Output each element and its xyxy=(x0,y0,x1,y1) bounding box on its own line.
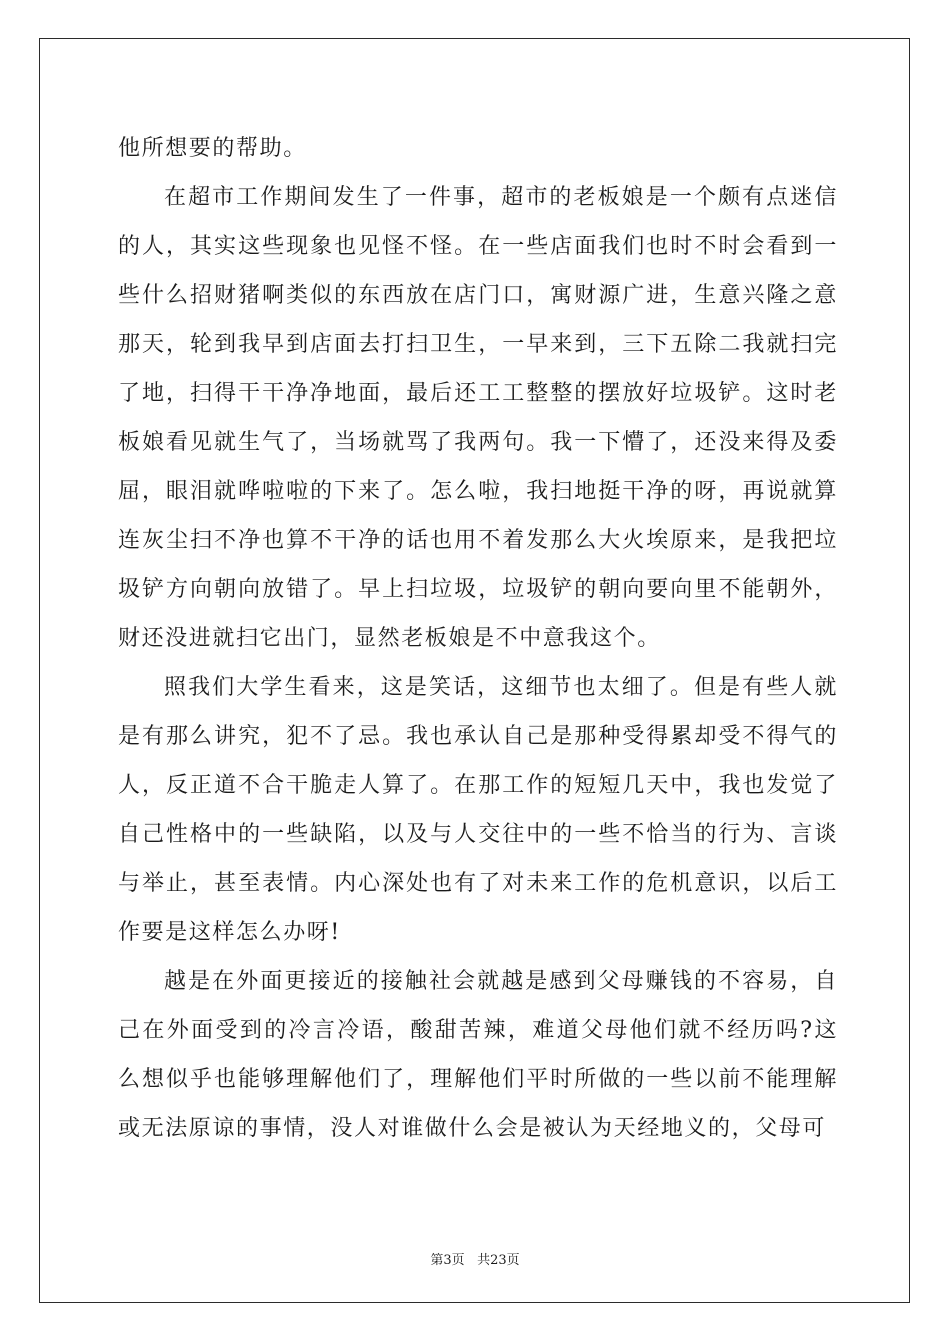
paragraph-line: 自己性格中的一些缺陷，以及与人交往中的一些不恰当的行为、言谈 xyxy=(118,822,838,847)
paragraph-4 xyxy=(118,957,838,1153)
document-body xyxy=(118,124,838,1153)
paragraph-line: 些什么招财猪啊类似的东西放在店门口，寓财源广进，生意兴隆之意 xyxy=(118,283,838,308)
paragraph-line: 己在外面受到的冷言冷语，酸甜苦辣，难道父母他们就不经历吗?这 xyxy=(118,1018,838,1043)
page-footer xyxy=(0,1249,950,1268)
paragraph-line: 是有那么讲究，犯不了忌。我也承认自己是那种受得累却受不得气的 xyxy=(118,724,838,749)
paragraph-line: 或无法原谅的事情，没人对谁做什么会是被认为天经地义的，父母可 xyxy=(118,1116,827,1141)
page-number: 第3页 xyxy=(430,1253,465,1268)
paragraph-line: 连灰尘扫不净也算不干净的话也用不着发那么大火埃原来，是我把垃 xyxy=(118,528,838,553)
paragraph-line: 板娘看见就生气了，当场就骂了我两句。我一下懵了，还没来得及委 xyxy=(118,430,838,455)
paragraph-line: 照我们大学生看来，这是笑话，这细节也太细了。但是有些人就 xyxy=(164,675,838,700)
paragraph-line: 么想似乎也能够理解他们了，理解他们平时所做的一些以前不能理解 xyxy=(118,1067,838,1092)
paragraph-line: 圾铲方向朝向放错了。早上扫垃圾，垃圾铲的朝向要向里不能朝外， xyxy=(118,577,838,602)
paragraph-line: 作要是这样怎么办呀! xyxy=(118,920,341,945)
paragraph-line: 在超市工作期间发生了一件事，超市的老板娘是一个颇有点迷信 xyxy=(164,185,838,210)
paragraph-1 xyxy=(118,124,838,173)
page-total: 共23页 xyxy=(477,1253,520,1268)
paragraph-line: 了地，扫得干干净净地面，最后还工工整整的摆放好垃圾铲。这时老 xyxy=(118,381,838,406)
paragraph-2 xyxy=(118,173,838,663)
paragraph-line: 屈，眼泪就哗啦啦的下来了。怎么啦，我扫地挺干净的呀，再说就算 xyxy=(118,479,838,504)
paragraph-line: 越是在外面更接近的接触社会就越是感到父母赚钱的不容易，自 xyxy=(164,969,838,994)
paragraph-line: 那天，轮到我早到店面去打扫卫生，一早来到，三下五除二我就扫完 xyxy=(118,332,838,357)
paragraph-line: 人，反正道不合干脆走人算了。在那工作的短短几天中，我也发觉了 xyxy=(118,773,838,798)
paragraph-line: 与举止，甚至表情。内心深处也有了对未来工作的危机意识，以后工 xyxy=(118,871,838,896)
paragraph-3 xyxy=(118,663,838,957)
paragraph-line: 他所想要的帮助。 xyxy=(118,136,307,161)
paragraph-line: 财还没进就扫它出门，显然老板娘是不中意我这个。 xyxy=(118,626,661,651)
paragraph-line: 的人，其实这些现象也见怪不怪。在一些店面我们也时不时会看到一 xyxy=(118,234,838,259)
